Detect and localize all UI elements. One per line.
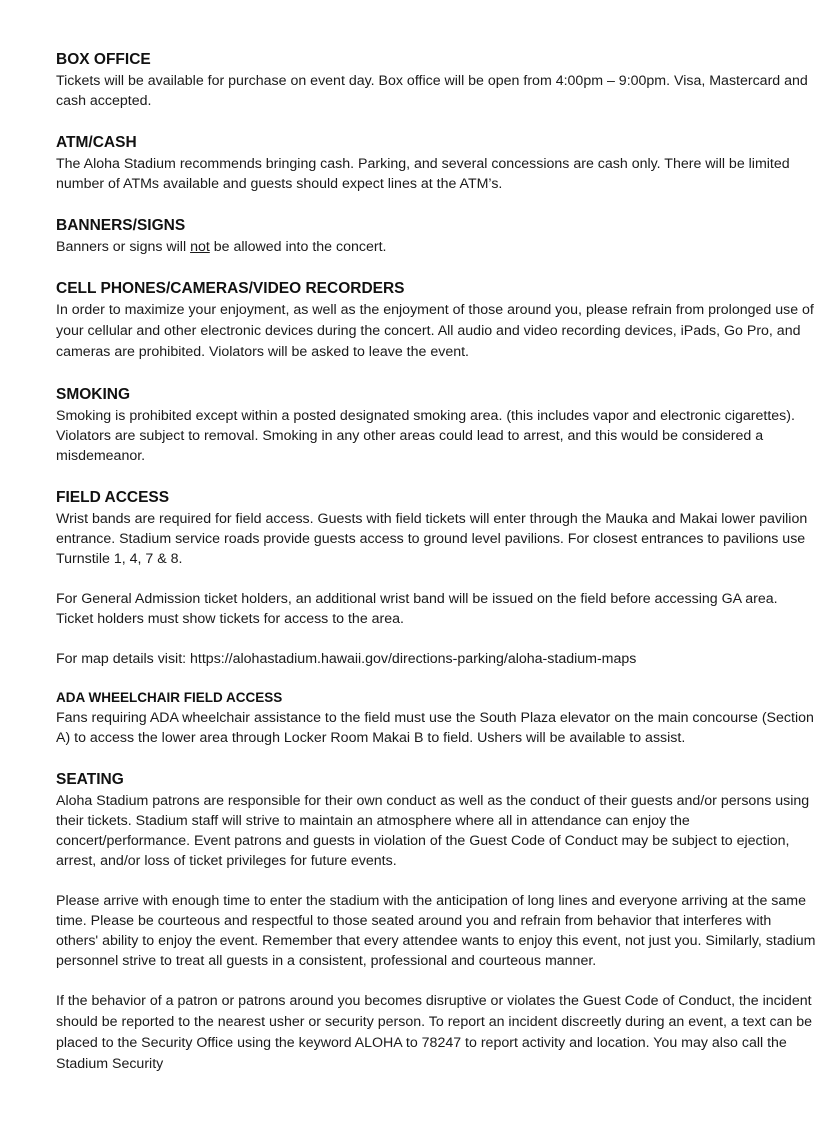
document-page	[56, 50, 816, 1075]
banners-text-after: be allowed into the concert.	[209, 239, 387, 255]
cell-phones-text: In order to maximize your enjoyment, as well as the enjoyment of those around you, please refrain from prolonged use of your cellular and other electronic devices during the concert. All audio and video recording devices, iPads, Go Pro, and cameras are prohibited. Violators will be asked to leave the event.	[56, 302, 814, 360]
field-access-text-2: For General Admission ticket holders, an additional wrist band will be issued on the field before accessing GA area. Ticket holders must show tickets for access to the area.	[56, 591, 778, 627]
cell-phones-section	[56, 279, 816, 363]
atm-cash-heading: ATM/CASH	[56, 134, 137, 151]
atm-cash-text: The Aloha Stadium recommends bringing cash. Parking, and several concessions are cash only. There will be limited number of ATMs available and guests should expect lines at the ATM’s.	[56, 156, 790, 192]
smoking-text: Smoking is prohibited except within a posted designated smoking area. (this includes vapor and electronic cigarettes). Violators are subject to removal. Smoking in any other areas could lead to arrest, and this would be considered a misdemeanor.	[56, 408, 795, 464]
field-access-text-1: Wrist bands are required for field access. Guests with field tickets will enter through the Mauka and Makai lower pavilion entrance. Stadium service roads provide guests access to ground level pavilions. For closest entrances to pavilions use Turnstile 1, 4, 7 & 8.	[56, 511, 808, 567]
seating-text-1: Aloha Stadium patrons are responsible for their own conduct as well as the conduct of their guests and/or persons using their tickets. Stadium staff will strive to maintain an atmosphere where all in attendance can enjoy the concert/performance. Event patrons and guests in violation of the Guest Code of Conduct may be subject to ejection, arrest, and/or loss of ticket privileges for future events.	[56, 793, 810, 869]
seating-text-3: If the behavior of a patron or patrons around you becomes disruptive or violates the Guest Code of Conduct, the incident should be reported to the nearest usher or security person. To report an incident discreetly during an event, a text can be placed to the Security Office using the keyword ALOHA to 78247 to report activity and location. You may also call the Stadium Security	[56, 993, 813, 1072]
field-access-section	[56, 488, 816, 669]
banners-text-emphasis: not	[190, 239, 210, 255]
banners-signs-heading: BANNERS/SIGNS	[56, 217, 186, 234]
seating-text-2: Please arrive with enough time to enter the stadium with the anticipation of long lines and everyone arriving at the same time. Please be courteous and respectful to those seated around you and refrain from behavior that interferes with others' ability to enjoy the event. Remember that every attendee wants to enjoy this event, not just you. Similarly, stadium personnel strive to treat all guests in a consistent, professional and courteous manner.	[56, 893, 816, 969]
seating-heading: SEATING	[56, 771, 124, 788]
smoking-heading: SMOKING	[56, 386, 131, 403]
field-access-heading: FIELD ACCESS	[56, 489, 170, 506]
ada-access-text: Fans requiring ADA wheelchair assistance to the field must use the South Plaza elevator on the main concourse (Section A) to access the lower area through Locker Room Makai B to field. Ushers will be available to assist.	[56, 710, 814, 746]
ada-access-section	[56, 689, 816, 748]
smoking-section	[56, 385, 816, 466]
banners-signs-text	[56, 237, 816, 257]
cell-phones-heading: CELL PHONES/CAMERAS/VIDEO RECORDERS	[56, 280, 405, 297]
ada-access-heading: ADA WHEELCHAIR FIELD ACCESS	[56, 690, 283, 705]
box-office-text: Tickets will be available for purchase on event day. Box office will be open from 4:00pm – 9:00pm. Visa, Mastercard and cash accepted.	[56, 73, 808, 109]
box-office-section	[56, 50, 816, 111]
banners-text-before: Banners or signs will	[56, 239, 191, 255]
box-office-heading: BOX OFFICE	[56, 51, 151, 68]
seating-section	[56, 770, 816, 1075]
banners-signs-section	[56, 216, 816, 257]
atm-cash-section	[56, 133, 816, 194]
field-access-map-link: For map details visit: https://alohastadium.hawaii.gov/directions-parking/aloha-stadium-maps	[56, 651, 637, 667]
